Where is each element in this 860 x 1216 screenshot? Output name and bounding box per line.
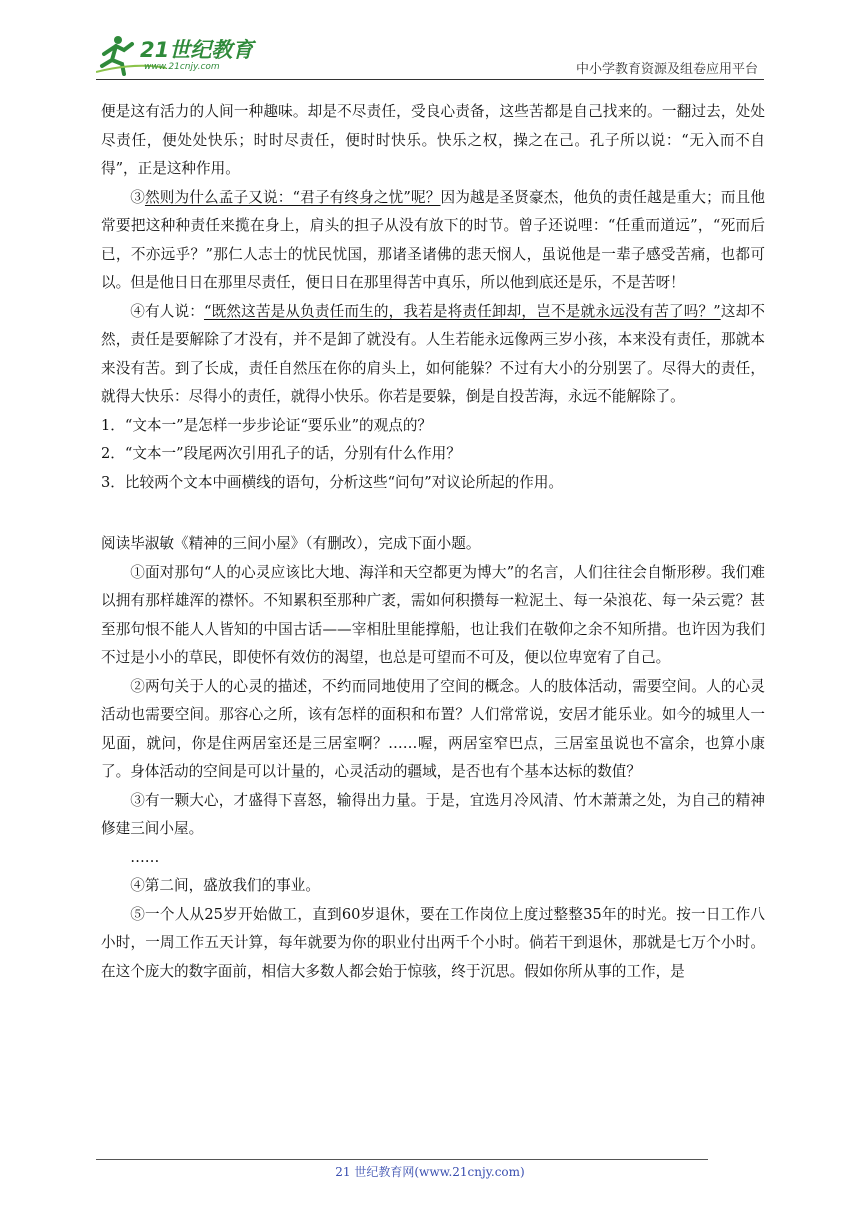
logo-url-text: www.21cnjy.com — [144, 62, 220, 72]
footer-link[interactable]: 21 世纪教育网(www.21cnjy.com) — [335, 1165, 525, 1179]
question-3: 3．比较两个文本中画横线的语句，分析这些“问句”对议论所起的作用。 — [101, 473, 564, 491]
paragraph: ⑤一个人从25岁开始做工，直到60岁退休，要在工作岗位上度过整整35年的时光。按一日工作八小时，一周工作五天计算，每年就要为你的职业付出两千个小时。倘若干到退休，那就是七万个小时。在这个庞大的数字面前，相信大多数人都会始于惊骇，终于沉思。假如你所从事的工作，是 — [101, 905, 765, 980]
site-logo[interactable] — [96, 32, 266, 76]
underlined-question: “既然这苦是从负责任而生的，我若是将责任卸却，岂不是就永远没有苦了吗？” — [203, 302, 721, 320]
paragraph-4 — [101, 298, 765, 412]
footer-divider — [96, 1159, 708, 1160]
header-divider — [96, 79, 764, 80]
paragraph: 便是这有活力的人间一种趣味。却是不尽责任，受良心责备，这些苦都是自己找来的。一翻过去，处处尽责任，便处处快乐；时时尽责任，便时时快乐。快乐之权，操之在己。孔子所以说：“无入而不自得”，正是这种作用。 — [101, 103, 765, 177]
paragraph-text: 因为越是圣贤豪杰，他负的责任越是重大；而且他常要把这种种责任来揽在身上，肩头的担子从没有放下的时节。曾子还说哩：“任重而道远”，“死而后已，不亦远乎？”那仁人志士的忧民忧国，那诸圣诸佛的悲天悯人，虽说他是一辈子感受苦痛，也都可以。但是他日日在那里尽责任，便日日在那里得苦中真乐，所以他到底还是乐，不是苦呀！ — [101, 188, 765, 291]
paragraph: ③有一颗大心，才盛得下喜怒，输得出力量。于是，宜选月冷风清、竹木萧萧之处，为自己的精神修建三间小屋。 — [101, 791, 765, 837]
paragraph: ④第二间，盛放我们的事业。 — [130, 877, 320, 894]
paragraph-lead: ④有人说： — [130, 302, 204, 320]
platform-name: 中小学教育资源及组卷应用平台 — [575, 62, 758, 77]
paragraph-3 — [101, 184, 765, 298]
paragraph: ①面对那句“人的心灵应该比大地、海洋和天空都更为博大”的名言，人们往往会自惭形秽。我们难以拥有那样雄浑的襟怀。不知累积至那种广袤，需如何积攒每一粒泥土、每一朵浪花、每一朵云霓？甚至那句恨不能人人皆知的中国古话——宰相肚里能撑船，也让我们在敬仰之余不知所措。也许因为我们不过是小小的草民，即使怀有效仿的渴望，也总是可望而不可及，便以位卑宽宥了自己。 — [101, 563, 765, 666]
page-header — [96, 28, 764, 80]
section-gap — [101, 497, 765, 530]
paragraph-number: ③ — [130, 188, 145, 206]
document-body — [101, 98, 765, 986]
section-intro: 阅读毕淑敏《精神的三间小屋》（有删改），完成下面小题。 — [101, 535, 481, 552]
paragraph-text: 这却不然，责任是要解除了才没有，并不是卸了就没有。人生若能永远像两三岁小孩，本来没有责任，那就本来没有苦。到了长成，责任自然压在你的肩头上，如何能躲？不过有大小的分别罢了。尽得大的责任，就得大快乐：尽得小的责任，就得小快乐。你若是要躲，倒是自投苦海，永远不能解除了。 — [101, 302, 765, 405]
question-1: 1．“文本一”是怎样一步步论证“要乐业”的观点的？ — [101, 416, 433, 434]
underlined-question: 然则为什么孟子又说：“君子有终身之忧”呢？ — [144, 188, 441, 206]
ellipsis: …… — [130, 848, 160, 866]
logo-text: 21世纪教育 — [140, 38, 254, 62]
question-2: 2．“文本一”段尾两次引用孔子的话，分别有什么作用？ — [101, 445, 461, 462]
paragraph: ②两句关于人的心灵的描述，不约而同地使用了空间的概念。人的肢体活动，需要空间。人的心灵活动也需要空间。那容心之所，该有怎样的面积和布置？人们常常说，安居才能乐业。如今的城里人一见面，就问，你是住两居室还是三居室啊？……喔，两居室窄巴点，三居室虽说也不富余，也算小康了。身体活动的空间是可以计量的，心灵活动的疆域，是否也有个基本达标的数值？ — [101, 677, 765, 780]
